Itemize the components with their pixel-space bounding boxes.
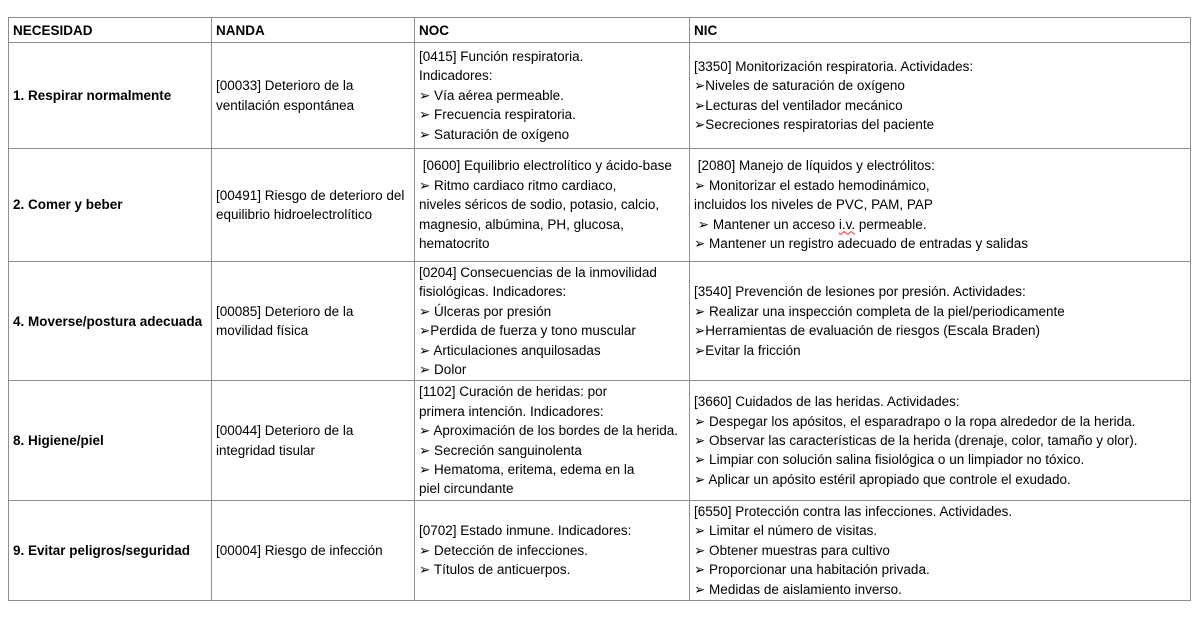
nic-cell: [690, 43, 1191, 149]
cell-line: [2080] Manejo de líquidos y electrólitos:: [694, 158, 935, 174]
cell-line: ➢ Medidas de aislamiento inverso.: [694, 581, 902, 597]
care-plan-table: [8, 17, 1191, 601]
nanda-cell: [212, 43, 415, 149]
nanda-text: [00491] Riesgo de deterioro del equilibrio hidroelectrolítico: [216, 187, 405, 222]
noc-cell: [415, 43, 690, 149]
table-row: [9, 381, 1191, 500]
cell-line: ➢ Títulos de anticuerpos.: [419, 562, 571, 578]
cell-line: ➢ Proporcionar una habitación privada.: [694, 562, 930, 578]
cell-line: ➢ Detección de infecciones.: [419, 542, 588, 558]
necesidad-cell: [9, 43, 212, 149]
cell-line: niveles séricos de sodio, potasio, calcio,: [419, 197, 660, 213]
necesidad-text: 1. Respirar normalmente: [13, 87, 172, 103]
misspelled-word: i.v.: [838, 216, 856, 232]
cell-line: ➢ Limpiar con solución salina fisiológica o un limpiador no tóxico.: [694, 452, 1085, 468]
cell-line: incluidos los niveles de PVC, PAM, PAP: [694, 197, 933, 213]
cell-line: piel circundante: [419, 481, 514, 497]
header-row: [9, 18, 1191, 43]
nanda-cell: [212, 500, 415, 600]
cell-line: ➢ Hematoma, eritema, edema en la: [419, 462, 635, 478]
cell-line: ➢ Limitar el número de visitas.: [694, 523, 878, 539]
nanda-cell: [212, 149, 415, 262]
cell-line: ➢ Ritmo cardiaco ritmo cardiaco,: [419, 177, 617, 193]
cell-line: ➢ Vía aérea permeable.: [419, 87, 564, 103]
column-header-nanda: NANDA: [212, 18, 415, 43]
cell-line: Indicadores:: [419, 68, 493, 84]
nic-cell: [690, 262, 1191, 381]
cell-line: ➢ Saturación de oxígeno: [419, 126, 570, 142]
necesidad-cell: [9, 262, 212, 381]
cell-line: magnesio, albúmina, PH, glucosa,: [419, 216, 624, 232]
cell-line: [3350] Monitorización respiratoria. Actividades:: [694, 58, 974, 74]
necesidad-text: 9. Evitar peligros/seguridad: [13, 542, 191, 558]
cell-line: [0702] Estado inmune. Indicadores:: [419, 523, 632, 539]
cell-line: ➢ Monitorizar el estado hemodinámico,: [694, 177, 930, 193]
necesidad-cell: [9, 381, 212, 500]
cell-line: ➢Lecturas del ventilador mecánico: [694, 97, 903, 113]
cell-line: ➢ Dolor: [419, 362, 467, 378]
noc-cell: [415, 500, 690, 600]
cell-line: ➢ Secreción sanguinolenta: [419, 442, 582, 458]
cell-line: [0415] Función respiratoria.: [419, 48, 584, 64]
necesidad-cell: [9, 500, 212, 600]
nic-cell: [690, 500, 1191, 600]
nanda-text: [00004] Riesgo de infección: [216, 542, 383, 558]
cell-line: ➢ Aproximación de los bordes de la herida.: [419, 423, 678, 439]
cell-line: ➢ Despegar los apósitos, el esparadrapo o la ropa alrededor de la herida.: [694, 413, 1136, 429]
noc-cell: [415, 262, 690, 381]
cell-line: ➢ Observar las características de la herida (drenaje, color, tamaño y olor).: [694, 432, 1138, 448]
nanda-text: [00044] Deterioro de la integridad tisular: [216, 423, 354, 458]
cell-line: [0600] Equilibrio electrolítico y ácido-base: [419, 158, 672, 174]
cell-line: ➢ Aplicar un apósito estéril apropiado que controle el exudado.: [694, 471, 1071, 487]
cell-line: [6550] Protección contra las infecciones. Actividades.: [694, 503, 1013, 519]
cell-line: [3660] Cuidados de las heridas. Actividades:: [694, 394, 960, 410]
cell-line: ➢Secreciones respiratorias del paciente: [694, 116, 935, 132]
cell-line: ➢Niveles de saturación de oxígeno: [694, 78, 905, 94]
cell-line: ➢ Realizar una inspección completa de la piel/periodicamente: [694, 303, 1065, 319]
cell-line: ➢Herramientas de evaluación de riesgos (Escala Braden): [694, 323, 1040, 339]
cell-line: ➢ Articulaciones anquilosadas: [419, 342, 601, 358]
necesidad-text: 4. Moverse/postura adecuada: [13, 313, 203, 329]
nanda-text: [00033] Deterioro de la ventilación espontánea: [216, 78, 355, 113]
necesidad-text: 2. Comer y beber: [13, 197, 123, 213]
column-header-nic: NIC: [690, 18, 1191, 43]
table-row: [9, 262, 1191, 381]
table-row: [9, 500, 1191, 600]
table-row: [9, 149, 1191, 262]
nic-cell: [690, 381, 1191, 500]
nanda-cell: [212, 262, 415, 381]
cell-line: fisiológicas. Indicadores:: [419, 284, 567, 300]
noc-cell: [415, 381, 690, 500]
necesidad-text: 8. Higiene/piel: [13, 432, 104, 448]
cell-line: [1102] Curación de heridas: por: [419, 384, 608, 400]
cell-line: ➢ Úlceras por presión: [419, 303, 552, 319]
cell-line: ➢ Frecuencia respiratoria.: [419, 107, 576, 123]
nanda-cell: [212, 381, 415, 500]
cell-line: ➢ Obtener muestras para cultivo: [694, 542, 890, 558]
cell-line: hematocrito: [419, 236, 490, 252]
cell-line: ➢ Mantener un registro adecuado de entradas y salidas: [694, 236, 1029, 252]
nanda-text: [00085] Deterioro de la movilidad física: [216, 303, 354, 339]
cell-line: primera intención. Indicadores:: [419, 403, 604, 419]
necesidad-cell: [9, 149, 212, 262]
cell-line: ➢Perdida de fuerza y tono muscular: [419, 323, 636, 339]
table-row: [9, 43, 1191, 149]
column-header-necesidad: NECESIDAD: [9, 18, 212, 43]
table-body: [9, 43, 1191, 601]
table-header: [9, 18, 1191, 43]
cell-line: ➢Evitar la fricción: [694, 342, 801, 358]
nic-cell: [690, 149, 1191, 262]
cell-line: [3540] Prevención de lesiones por presión. Actividades:: [694, 284, 1026, 300]
cell-line: ➢ Mantener un acceso i.v. permeable.: [694, 216, 927, 232]
column-header-noc: NOC: [415, 18, 690, 43]
cell-line: [0204] Consecuencias de la inmovilidad: [419, 265, 657, 280]
noc-cell: [415, 149, 690, 262]
